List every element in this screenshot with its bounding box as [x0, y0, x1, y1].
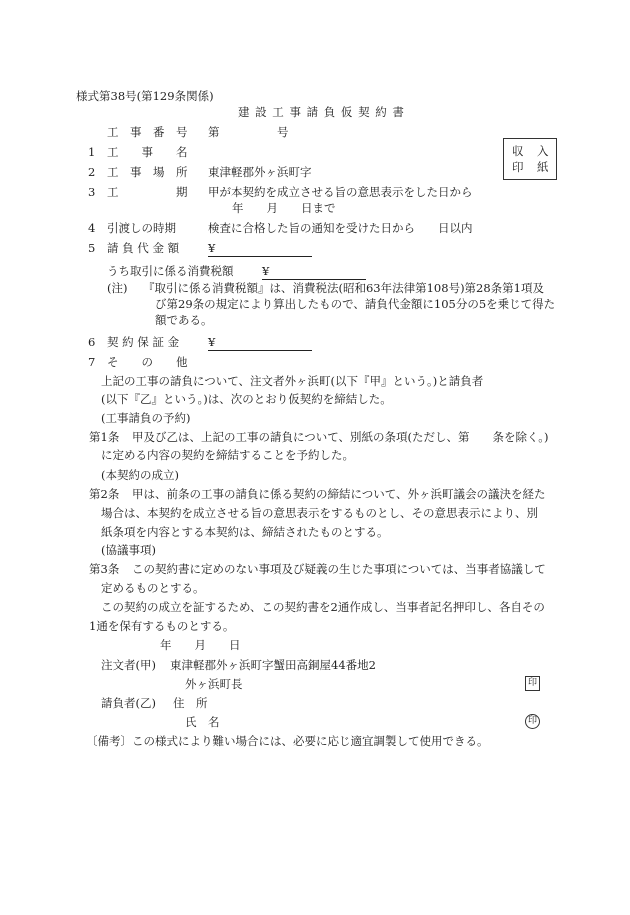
orderer-title: 外ヶ浜町長: [185, 677, 243, 691]
article-number: 第1条: [89, 430, 120, 444]
tax-note-line: 『取引に係る消費税額』は、消費税法(昭和63年法律第108号)第28条第1項及: [143, 281, 545, 295]
article-line: 甲及び乙は、上記の工事の請負について、別紙の条項(ただし、第 条を除く。): [132, 430, 549, 444]
article-line: 場合は、本契約を成立させる旨の意思表示をするものとし、その意思表示により、別: [101, 506, 538, 520]
document-title: 建 設 工 事 請 負 仮 契 約 書: [238, 105, 405, 119]
article-number: 第2条: [89, 487, 120, 501]
contractor-address-label: 住 所: [173, 696, 208, 710]
item-label-other: そ の 他: [107, 355, 188, 369]
item-label-delivery: 引渡しの時期: [107, 221, 176, 235]
stamp-char-2: 入: [537, 144, 549, 158]
tax-note-line: び第29条の規定により算出したもので、請負代金額に105分の5を乗じて得た: [155, 297, 556, 311]
intro-line: 上記の工事の請負について、注文者外ヶ浜町(以下『甲』という。)と請負者: [101, 374, 484, 388]
article-heading: (本契約の成立): [101, 468, 179, 482]
item-number: 6: [88, 335, 96, 349]
item-number: 2: [88, 165, 96, 179]
date-line: 年 月 日: [160, 638, 241, 652]
item-number: 4: [88, 221, 96, 235]
intro-line: (以下『乙』という。)は、次のとおり仮契約を締結した。: [101, 392, 392, 406]
revenue-stamp-box: [503, 138, 557, 180]
contractor-label: 請負者(乙): [101, 696, 156, 710]
item-value-delivery: 検査に合格した旨の通知を受けた日から 日以内: [208, 221, 473, 235]
form-label: 様式第38号(第129条関係): [76, 89, 214, 103]
item-label-term: 工 期: [107, 185, 188, 199]
article-line: 定めるものとする。: [101, 581, 205, 595]
item-value-term-start: 甲が本契約を成立させる旨の意思表示をした日から: [208, 185, 473, 199]
orderer-address: 東津軽郡外ヶ浜町字蟹田高銅屋44番地2: [170, 658, 376, 672]
contractor-seal: 印: [525, 714, 540, 729]
tax-label: うち取引に係る消費税額: [107, 264, 234, 278]
article-number: 第3条: [89, 562, 120, 576]
article-line: 紙条項を内容とする本契約は、締結されたものとする。: [101, 525, 389, 539]
item-value-term-end: 年 月 日まで: [232, 201, 336, 215]
tax-note-label: (注): [107, 281, 128, 295]
item-number: 3: [88, 185, 96, 199]
article-heading: (協議事項): [101, 543, 156, 557]
contractor-name-label: 氏 名: [185, 715, 220, 729]
article-line: この契約書に定めのない事項及び疑義の生じた事項については、当事者協議して: [132, 562, 546, 576]
article-heading: (工事請負の予約): [101, 411, 191, 425]
article-line: 甲は、前条の工事の請負に係る契約の締結について、外ヶ浜町議会の議決を経た: [132, 487, 546, 501]
orderer-seal: 印: [525, 676, 540, 691]
item-number: 5: [88, 241, 96, 255]
item-number: 1: [88, 145, 96, 159]
orderer-label: 注文者(甲): [101, 658, 156, 672]
work-number-label: 工 事 番 号: [107, 125, 188, 139]
tax-value: ¥: [262, 263, 366, 280]
work-number-value: 第 号: [208, 125, 289, 139]
item-value-guarantee: ¥: [208, 334, 312, 351]
item-label-contract-price: 請 負 代 金 額: [107, 241, 180, 255]
closing-line: 1通を保有するものとする。: [89, 619, 235, 633]
item-number: 7: [88, 355, 96, 369]
item-value-contract-price: ¥: [208, 240, 312, 257]
stamp-char-1: 収: [512, 144, 524, 158]
item-label-guarantee: 契 約 保 証 金: [107, 335, 180, 349]
remarks: 〔備考〕この様式により難い場合には、必要に応じ適宜調製して使用できる。: [86, 734, 489, 748]
article-line: に定める内容の契約を締結することを予約した。: [101, 448, 354, 462]
stamp-char-3: 印: [512, 160, 524, 174]
stamp-char-4: 紙: [537, 160, 549, 174]
item-label-work-site: 工 事 場 所: [107, 165, 188, 179]
closing-line: この契約の成立を証するため、この契約書を2通作成し、当事者記名押印し、各自その: [101, 600, 545, 614]
tax-note-line: 額である。: [155, 313, 213, 327]
item-label-work-name: 工 事 名: [107, 145, 188, 159]
item-value-work-site: 東津軽郡外ヶ浜町字: [208, 165, 312, 179]
